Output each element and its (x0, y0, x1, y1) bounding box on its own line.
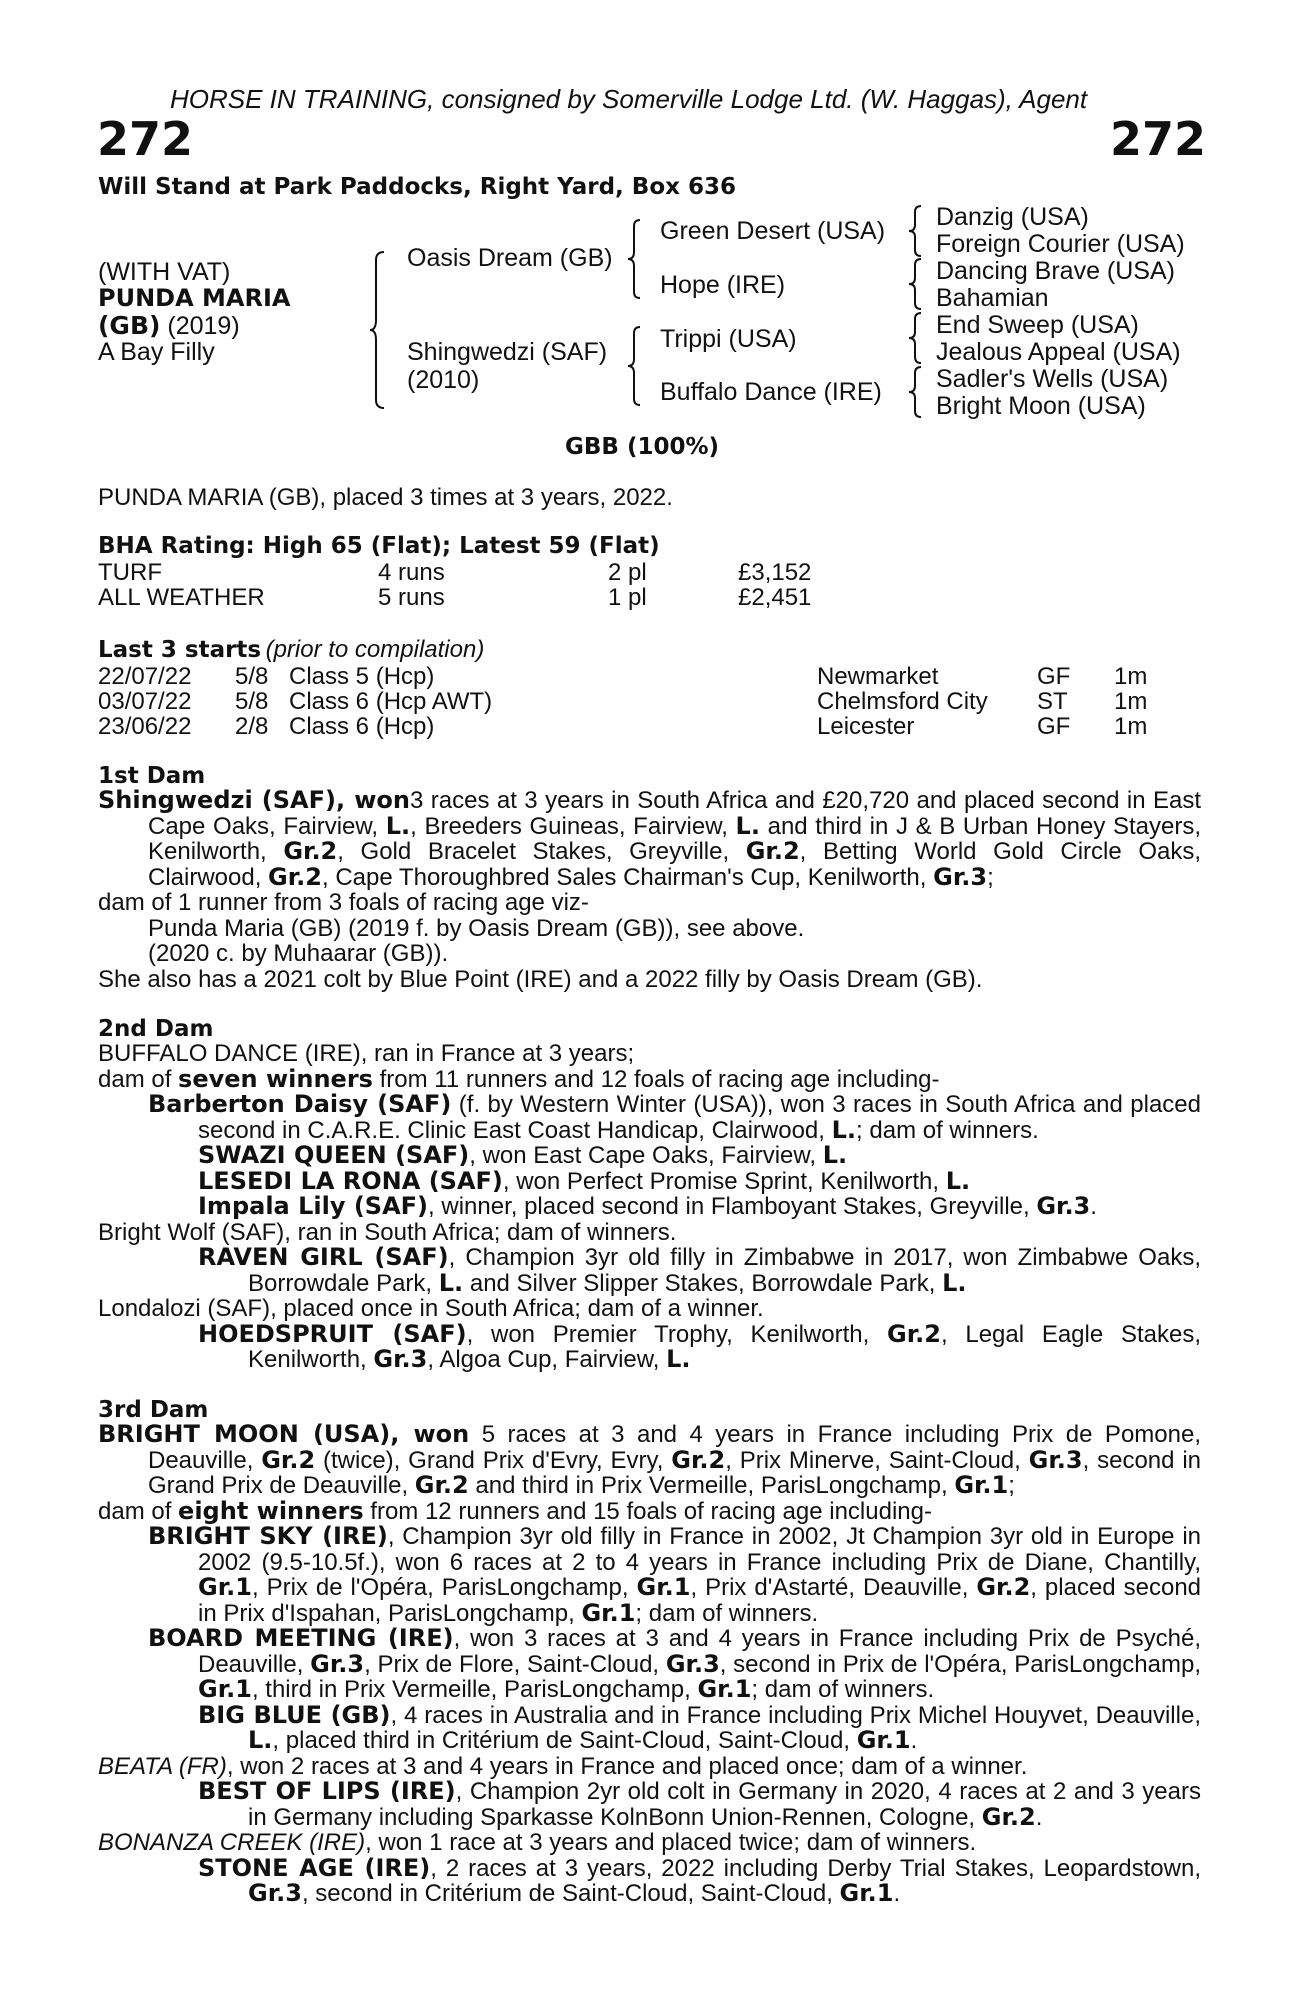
plain-text: , second in Grand Prix de Deauville, (148, 1446, 1202, 1499)
pedigree-sire: Oasis Dream (GB) (407, 244, 613, 272)
bold-text: Gr.3 (1028, 1445, 1083, 1474)
plain-text: Punda Maria (GB) (2019 f. by Oasis Dream (GB)), see above. (148, 914, 805, 942)
pedigree-paragraph (98, 1296, 1201, 1322)
bold-text: Gr.1 (697, 1675, 752, 1703)
dam1-title: 1st Dam (98, 763, 206, 789)
bold-text: , won (336, 786, 410, 814)
bold-text: LESEDI LA RONA (SAF) (198, 1166, 503, 1195)
plain-text: , third in Prix Vermeille, ParisLongchamp, (251, 1676, 698, 1703)
plain-text: , Prix de l'Opéra, ParisLongchamp, (251, 1574, 637, 1601)
starts-note: (prior to compilation) (265, 636, 485, 663)
bold-text: eight winners (178, 1496, 364, 1525)
summary-line: PUNDA MARIA (GB), placed 3 times at 3 years, 2022. (98, 484, 673, 511)
plain-text: She also has a 2021 colt by Blue Point (IRE) and a 2022 filly by Oasis Dream (GB). (98, 965, 983, 993)
bold-text: BIG BLUE (GB) (198, 1700, 391, 1729)
pedigree-g3-5: End Sweep (USA) (936, 311, 1139, 339)
brace-main-svg (370, 250, 390, 410)
pedigree-paragraph (98, 1194, 1201, 1220)
plain-text: , placed third in Critérium de Saint-Cloud, Saint-Cloud, (272, 1727, 857, 1754)
pedigree-paragraph (98, 916, 1201, 942)
bold-text: Gr.2 (283, 837, 338, 865)
plain-text: , Legal Eagle Stakes, Kenilworth, (248, 1320, 1201, 1373)
rating-surface: TURF (98, 559, 162, 586)
pedigree-paragraph (98, 1422, 1201, 1499)
bold-text: Gr.1 (636, 1573, 691, 1601)
pedigree-g3-3: Dancing Brave (USA) (936, 257, 1175, 285)
rating-placed: 1 pl (608, 584, 647, 611)
location-line: Will Stand at Park Paddocks, Right Yard, Box 636 (98, 174, 736, 200)
start-race: Class 6 (Hcp) (289, 713, 435, 740)
pedigree-paragraph (98, 1319, 1201, 1373)
plain-text: BUFFALO DANCE (IRE), ran in France at 3 years; (98, 1040, 635, 1067)
start-going: ST (1037, 688, 1068, 715)
pedigree-g3-6: Jealous Appeal (USA) (936, 338, 1181, 366)
plain-text: , won Premier Trophy, Kenilworth, (466, 1320, 887, 1348)
plain-text: ; (1008, 1472, 1015, 1499)
dam3-text (98, 1422, 1201, 1907)
plain-text: , Betting World Gold Circle Oaks, Clairwood, (148, 838, 1202, 891)
pedigree-paragraph (98, 967, 1201, 993)
start-race: Class 6 (Hcp AWT) (289, 688, 493, 715)
pedigree-paragraph (98, 1496, 1201, 1525)
starts-heading (98, 636, 484, 664)
start-going: GF (1037, 663, 1071, 690)
start-position: 5/8 (235, 663, 269, 690)
brace-g3-2 (909, 257, 927, 311)
plain-text: , Algoa Cup, Fairview, (427, 1346, 667, 1373)
plain-text: ; dam of winners. (635, 1599, 819, 1627)
bold-text: Gr.3 (373, 1345, 428, 1373)
lot-number-left: 272 (97, 112, 194, 166)
plain-text: , won Perfect Promise Sprint, Kenilworth, (502, 1167, 946, 1195)
pedigree-g3-4: Bahamian (936, 284, 1049, 312)
start-distance: 1m (1114, 713, 1148, 740)
pedigree-dam-sire: Trippi (USA) (660, 325, 797, 353)
plain-text: , Prix Minerve, Saint-Cloud, (725, 1446, 1029, 1474)
plain-text: (2020 c. by Muhaarar (GB)). (148, 940, 449, 967)
horse-year: (2019) (167, 312, 240, 340)
pedigree-paragraph (98, 1524, 1201, 1626)
vat-note: (WITH VAT) (98, 258, 231, 286)
pedigree-paragraph (98, 1064, 1201, 1093)
dam3-title: 3rd Dam (98, 1397, 209, 1423)
plain-text: and third in Prix Vermeille, ParisLongchamp, (468, 1472, 955, 1499)
start-row (98, 689, 1147, 714)
bold-text: L. (822, 1141, 848, 1169)
bold-text: Gr.1 (954, 1471, 1009, 1499)
bold-text: Impala Lily (SAF) (198, 1192, 429, 1220)
start-course: Chelmsford City (817, 688, 988, 715)
bold-text: Gr.2 (887, 1319, 941, 1348)
start-position: 5/8 (235, 688, 269, 715)
plain-text: , second in Critérium de Saint-Cloud, Saint-Cloud, (301, 1880, 840, 1907)
bold-text: HOEDSPRUIT (SAF) (198, 1319, 467, 1348)
pedigree-paragraph (98, 1626, 1201, 1703)
rating-row (98, 560, 811, 585)
plain-text: , Breeders Guineas, Fairview, (410, 812, 736, 840)
bold-text: Gr.1 (198, 1675, 252, 1703)
plain-text: , 2 races at 3 years, 2022 including Derby Trial Stakes, Leopardstown, (430, 1854, 1201, 1882)
horse-name: PUNDA MARIA (98, 284, 291, 312)
start-position: 2/8 (235, 713, 269, 740)
plain-text: ; (987, 863, 994, 891)
pedigree-g3-8: Bright Moon (USA) (936, 392, 1146, 420)
pedigree-sire-sire: Green Desert (USA) (660, 217, 886, 245)
bold-text: Gr.1 (839, 1879, 894, 1907)
bold-text: Gr.2 (981, 1802, 1036, 1831)
plain-text: , 4 races in Australia and in France including Prix Michel Houyvet, Deauville, (390, 1701, 1201, 1729)
plain-text: dam of 1 runner from 3 foals of racing age viz- (98, 889, 589, 916)
starts-table (98, 664, 1147, 739)
bold-text: L. (438, 1268, 464, 1297)
pedigree-dam-dam: Buffalo Dance (IRE) (660, 378, 882, 406)
bold-text: Gr.2 (414, 1471, 469, 1499)
pedigree-paragraph (98, 788, 1201, 890)
rating-runs: 4 runs (378, 559, 445, 586)
rating-table (98, 560, 811, 610)
bold-text: L. (385, 811, 411, 840)
start-distance: 1m (1114, 663, 1148, 690)
brace-g3-4 (909, 365, 927, 419)
plain-text: , placed second in Prix d'Ispahan, ParisLongchamp, (198, 1574, 1202, 1627)
pedigree-paragraph (98, 1700, 1201, 1754)
plain-text: , Cape Thoroughbred Sales Chairman's Cup, Kenilworth, (321, 863, 934, 891)
plain-text: ; dam of winners. (856, 1116, 1039, 1144)
start-going: GF (1037, 713, 1071, 740)
bold-text: Gr.3 (248, 1879, 302, 1907)
plain-text: and Silver Slipper Stakes, Borrowdale Park, (463, 1269, 943, 1297)
start-race: Class 5 (Hcp) (289, 663, 435, 690)
bha-rating-title: BHA Rating: High 65 (Flat); Latest 59 (Flat) (98, 533, 660, 559)
plain-text: Londalozi (SAF), placed once in South Africa; dam of a winner. (98, 1295, 764, 1322)
plain-text: 5 races at 3 and 4 years in France including Prix de Pomone, Deauville, (148, 1421, 1201, 1474)
start-row (98, 714, 1147, 739)
plain-text: dam of (98, 1065, 179, 1093)
dam2-text (98, 1041, 1201, 1373)
bold-text: L. (831, 1115, 857, 1144)
horse-origin-year (98, 311, 240, 341)
pedigree-paragraph (98, 1830, 1201, 1856)
bold-text: Gr.3 (310, 1649, 365, 1678)
bold-text: Gr.3 (1036, 1192, 1091, 1220)
plain-text: , Champion 2yr old colt in Germany in 2020, 4 races at 2 and 3 years in Germany including Sparkasse KolnBonn Union-Rennen, Cologne, (248, 1778, 1201, 1831)
bold-text: Gr.2 (268, 862, 322, 891)
bold-text: seven winners (178, 1064, 373, 1093)
pedigree-paragraph (98, 941, 1201, 967)
plain-text: and third in J & B Urban Honey Stayers, Kenilworth, (148, 812, 1202, 865)
brace-dam (628, 325, 646, 407)
start-date: 23/06/22 (98, 713, 192, 740)
pedigree-paragraph (98, 1853, 1201, 1907)
bold-text: Gr.1 (198, 1573, 252, 1601)
pedigree-g3-2: Foreign Courier (USA) (936, 230, 1185, 258)
starts-title: Last 3 starts (98, 637, 262, 663)
brace-g3-1 (909, 204, 927, 258)
bold-text: BRIGHT SKY (IRE) (148, 1522, 388, 1550)
bold-text: L. (945, 1166, 971, 1195)
pedigree-g3-1: Danzig (USA) (936, 203, 1089, 231)
bold-text: BOARD MEETING (IRE) (148, 1624, 454, 1652)
bold-text: Shingwedzi (SAF) (98, 786, 336, 814)
rating-prize: £2,451 (738, 584, 812, 611)
pedigree-paragraph (98, 1166, 1201, 1195)
pedigree-dam: Shingwedzi (SAF) (407, 338, 608, 366)
bold-text: L. (666, 1345, 691, 1373)
plain-text: , winner, placed second in Flamboyant Stakes, Greyville, (428, 1193, 1037, 1220)
bold-text: Gr.2 (745, 837, 800, 865)
pedigree-g3-7: Sadler's Wells (USA) (936, 365, 1169, 393)
rating-prize: £3,152 (738, 559, 812, 586)
plain-text: 3 races at 3 years in South Africa and £20,720 and placed second in East Cape Oaks, Fairview, (148, 787, 1202, 840)
brace-sire (628, 218, 646, 300)
rating-runs: 5 runs (378, 584, 445, 611)
lot-number-right: 272 (1109, 112, 1206, 166)
plain-text: , Champion 3yr old filly in Zimbabwe in 2017, won Zimbabwe Oaks, Borrowdale Park, (248, 1244, 1201, 1297)
plain-text: , Prix de Flore, Saint-Cloud, (364, 1650, 666, 1678)
rating-placed: 2 pl (608, 559, 647, 586)
plain-text: from 11 runners and 12 foals of racing age including- (372, 1065, 940, 1093)
plain-text: , second in Prix de l'Opéra, ParisLongchamp, (719, 1650, 1201, 1678)
plain-text: , Gold Bracelet Stakes, Greyville, (337, 838, 746, 865)
bold-text: L. (942, 1268, 967, 1297)
plain-text: (twice), Grand Prix d'Evry, Evry, (315, 1446, 672, 1474)
plain-text: , won 1 race at 3 years and placed twice; dam of winners. (365, 1829, 977, 1856)
italic-text: BONANZA CREEK (IRE) (98, 1829, 366, 1856)
gbb-line: GBB (100%) (565, 434, 720, 460)
horse-description: A Bay Filly (98, 338, 215, 366)
brace-g3-3 (909, 311, 927, 365)
pedigree-paragraph (98, 1143, 1201, 1169)
horse-origin: (GB) (98, 311, 161, 340)
bold-text: RAVEN GIRL (SAF) (198, 1243, 449, 1271)
plain-text: , won 2 races at 3 and 4 years in France and placed once; dam of a winner. (226, 1752, 1028, 1780)
plain-text: ; dam of winners. (751, 1676, 935, 1703)
bold-text: SWAZI QUEEN (SAF) (198, 1141, 470, 1169)
pedigree-sire-dam: Hope (IRE) (660, 271, 786, 299)
consignment-header: HORSE IN TRAINING, consigned by Somerville Lodge Ltd. (W. Haggas), Agent (170, 84, 1088, 114)
pedigree-paragraph (98, 1092, 1201, 1143)
plain-text: Bright Wolf (SAF), ran in South Africa; dam of winners. (98, 1218, 677, 1246)
bold-text: Gr.2 (261, 1445, 316, 1474)
bold-text: Gr.2 (671, 1445, 726, 1474)
bold-text: Gr.3 (665, 1649, 720, 1678)
bold-text: BEST OF LIPS (IRE) (198, 1777, 456, 1805)
pedigree-paragraph (98, 1754, 1201, 1780)
pedigree-paragraph (98, 1779, 1201, 1830)
plain-text: . (1035, 1803, 1043, 1831)
pedigree-paragraph (98, 890, 1201, 916)
bold-text: BRIGHT MOON (USA), won (98, 1420, 470, 1448)
plain-text: (f. by Western Winter (USA)), won 3 races in South Africa and placed second in C.A.R.E. Clinic East Coast Handicap, Clairwood, (198, 1091, 1201, 1144)
bold-text: Gr.1 (581, 1598, 636, 1627)
dam1-text (98, 788, 1201, 992)
italic-text: BEATA (FR) (98, 1752, 227, 1780)
pedigree-paragraph (98, 1041, 1201, 1067)
bold-text: L. (735, 811, 760, 840)
plain-text: . (1090, 1193, 1097, 1220)
pedigree-dam-year: (2010) (407, 366, 480, 394)
plain-text: dam of (98, 1497, 179, 1525)
bold-text: L. (248, 1726, 273, 1754)
bold-text: STONE AGE (IRE) (198, 1853, 431, 1882)
start-date: 03/07/22 (98, 688, 192, 715)
plain-text: , won East Cape Oaks, Fairview, (469, 1142, 823, 1169)
rating-surface: ALL WEATHER (98, 584, 265, 611)
plain-text: . (893, 1880, 901, 1907)
start-distance: 1m (1114, 688, 1148, 715)
dam2-title: 2nd Dam (98, 1016, 214, 1042)
start-course: Newmarket (817, 663, 939, 690)
plain-text: from 12 runners and 15 foals of racing age including- (363, 1497, 932, 1525)
start-row (98, 664, 1147, 689)
bold-text: Gr.1 (856, 1726, 911, 1754)
plain-text: , Prix d'Astarté, Deauville, (690, 1574, 977, 1601)
plain-text: , Champion 3yr old filly in France in 2002, Jt Champion 3yr old in Europe in 2002 (9.5-10.5f.), won 6 races at 2 to 4 years in France including Prix de Diane, Chantilly, (198, 1523, 1201, 1576)
plain-text: . (910, 1727, 918, 1754)
plain-text: , won 3 races at 3 and 4 years in France including Prix de Psyché, Deauville, (198, 1625, 1201, 1678)
pedigree-paragraph (98, 1245, 1201, 1296)
bold-text: Barberton Daisy (SAF) (148, 1090, 452, 1118)
start-date: 22/07/22 (98, 663, 192, 690)
bold-text: Gr.2 (976, 1573, 1031, 1601)
pedigree-paragraph (98, 1220, 1201, 1246)
bold-text: Gr.3 (933, 862, 988, 891)
start-course: Leicester (817, 713, 915, 740)
rating-row (98, 585, 811, 610)
